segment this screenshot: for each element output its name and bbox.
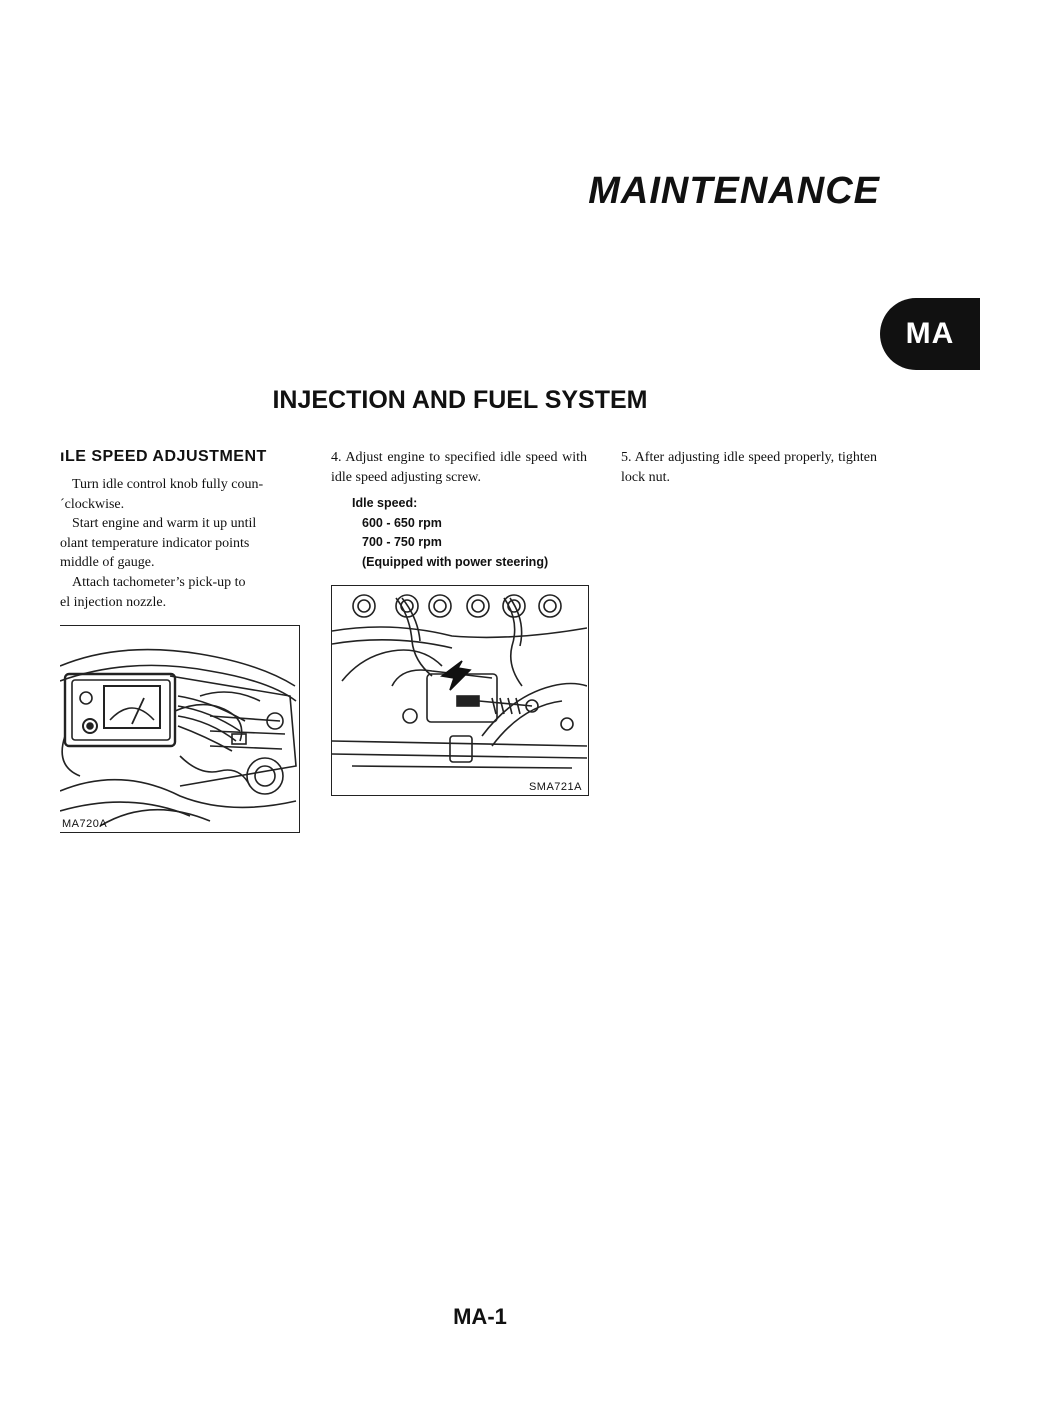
subsection-heading: ıLE SPEED ADJUSTMENT: [60, 448, 267, 465]
column3-text: [621, 448, 877, 487]
figure-code: SMA721A: [528, 781, 582, 793]
spec-label: Idle speed:: [352, 496, 418, 510]
section-tab: MA: [880, 298, 980, 370]
text-line: olant temperature indicator points: [60, 535, 250, 551]
figure-idle-screw: [331, 585, 589, 796]
page-title: MAINTENANCE: [588, 170, 880, 212]
injection-pump-illustration: [332, 586, 587, 776]
figure-code: ΜA720A: [62, 818, 108, 830]
page-number: MA-1: [453, 1304, 507, 1329]
column2-text: [331, 448, 587, 487]
idle-speed-spec: [352, 494, 592, 572]
tachometer-illustration: [60, 626, 298, 831]
text-line: middle of gauge.: [60, 555, 155, 571]
step-5: 5. After adjusting idle speed properly, tighten lock nut.: [621, 450, 877, 485]
spec-value: 600 - 650 rpm: [362, 515, 442, 530]
section-heading: INJECTION AND FUEL SYSTEM: [272, 386, 648, 414]
text-line: Start engine and warm it up until: [72, 516, 257, 532]
figure-tachometer: [60, 625, 300, 833]
spec-note: (Equipped with power steering): [362, 554, 549, 569]
column1-text: [60, 475, 300, 612]
text-line: el injection nozzle.: [60, 594, 167, 610]
text-line: Attach tachometer’s pick-up to: [72, 574, 246, 590]
step-4: 4. Adjust engine to specified idle speed with idle speed adjusting screw.: [331, 450, 587, 485]
spec-value: 700 - 750 rpm: [362, 535, 442, 549]
text-line: Turn idle control knob fully coun-: [72, 477, 264, 492]
text-line: ´clockwise.: [60, 496, 125, 512]
